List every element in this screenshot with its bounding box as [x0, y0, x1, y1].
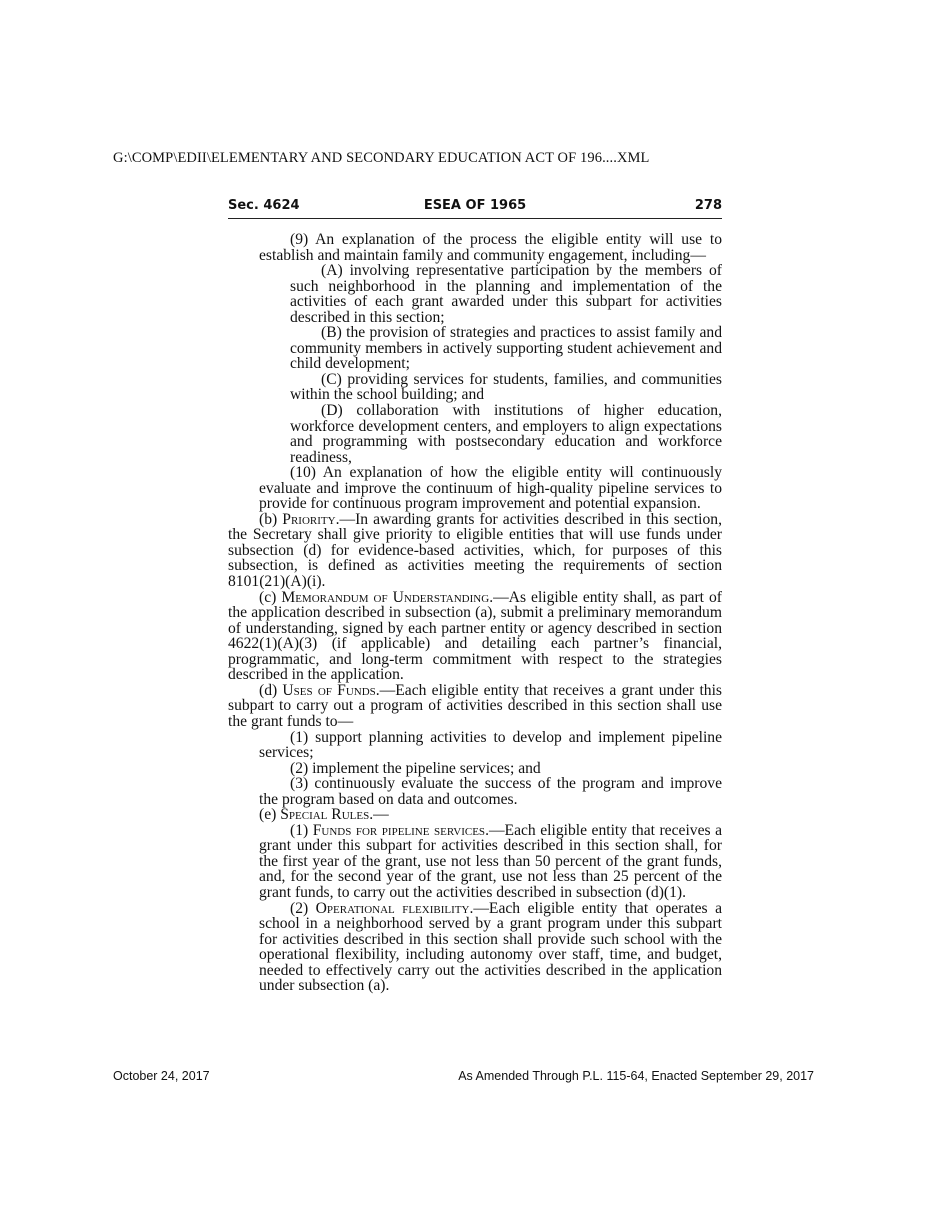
subparagraph-9a: (A) involving representative participation by the members of such neighborhood in the planning and implementation of the activities of each grant awarded under this subpart for activities described in this section; — [290, 262, 722, 326]
subsection-c-text: .—As eligible entity shall, as part of the application described in subsection (a), submit a preliminary memorandum of understanding, signed by each partner entity or agency described in section 4622(1)(A)(3) (if applicable) and detailing each partner’s financial, programmatic, and long-term commitment with respect to the strategies described in the application. — [228, 588, 722, 684]
paragraph-9: (9) An explanation of the process the eligible entity will use to establish and maintain family and community engagement, including— — [259, 231, 722, 264]
subparagraph-9d: (D) collaboration with institutions of higher education, workforce development centers, and employers to align expectations and programming with postsecondary education and workforce readiness, — [290, 402, 722, 466]
file-path-header: G:\COMP\EDII\ELEMENTARY AND SECONDARY EDUCATION ACT OF 196....XML — [113, 150, 650, 166]
subparagraph-9b: (B) the provision of strategies and practices to assist family and community members in actively supporting student achievement and child development; — [290, 324, 722, 373]
subsection-e — [228, 807, 722, 823]
subsection-b-heading: Priority — [282, 510, 336, 528]
page-number: 278 — [694, 198, 722, 213]
subsection-e-label: (e) — [259, 806, 281, 824]
paragraph-10: (10) An explanation of how the eligible entity will continuously evaluate and improve the continuum of high-quality pipeline services to provide for continuous program improvement and potential expansion. — [259, 464, 722, 513]
paragraph-e2 — [259, 901, 722, 994]
running-head — [228, 196, 722, 219]
footer-date: October 24, 2017 — [113, 1069, 210, 1083]
subsection-b-text: .—In awarding grants for activities described in this section, the Secretary shall give priority to eligible entities that will use funds under subsection (d) for evidence-based activities, which, for purposes of this subsection, is defined as activities meeting the requirements of section 8101(21)(A)(i). — [228, 510, 722, 591]
subsection-d-text: .—Each eligible entity that receives a grant under this subpart to carry out a program of activities described in this section shall use the grant funds to— — [228, 681, 722, 730]
paragraph-d3: (3) continuously evaluate the success of the program and improve the program based on data and outcomes. — [259, 775, 722, 808]
subsection-b-label: (b) — [259, 510, 283, 528]
subsection-d-label: (d) — [259, 681, 283, 699]
paragraph-e2-heading: Operational flexibility — [315, 899, 470, 917]
paragraph-e2-label: (2) — [290, 899, 316, 917]
subsection-d-heading: Uses of Funds — [282, 681, 376, 699]
paragraph-e1-heading: Funds for pipeline services — [312, 821, 486, 839]
subparagraph-9c: (C) providing services for students, families, and communities within the school building; and — [290, 370, 722, 404]
paragraph-e1-text: .—Each eligible entity that receives a grant under this subpart for activities described in this section shall, for the first year of the grant, use not less than 50 percent of the grant funds, and, for the second year of the grant, use not less than 25 percent of the grant funds, to carry out the activities described in subsection (d)(1). — [259, 821, 723, 901]
paragraph-e2-text: .—Each eligible entity that operates a school in a neighborhood served by a grant program under this subpart for activities described in this section shall provide such school with the operational flexibility, including autonomy over staff, time, and budget, needed to effectively carry out the activities described in the application under subsection (a). — [259, 899, 722, 995]
subsection-c-label: (c) — [259, 588, 282, 606]
act-title: ESEA OF 1965 — [423, 198, 527, 213]
subsection-c-heading: Memorandum of Understanding — [281, 588, 490, 606]
paragraph-e1 — [259, 823, 722, 901]
section-number: Sec. 4624 — [228, 198, 300, 213]
subsection-c — [228, 590, 722, 683]
subsection-e-text: .— — [369, 806, 389, 824]
paragraph-d1: (1) support planning activities to develop and implement pipeline services; — [259, 728, 722, 762]
paragraph-d2: (2) implement the pipeline services; and — [290, 759, 541, 777]
subsection-b — [228, 512, 722, 590]
subsection-e-heading: Special Rules — [280, 806, 370, 824]
paragraph-e1-label: (1) — [290, 821, 313, 839]
statute-text — [228, 232, 722, 994]
footer-amended-note: As Amended Through P.L. 115-64, Enacted September 29, 2017 — [458, 1069, 814, 1083]
subsection-d — [228, 683, 722, 730]
